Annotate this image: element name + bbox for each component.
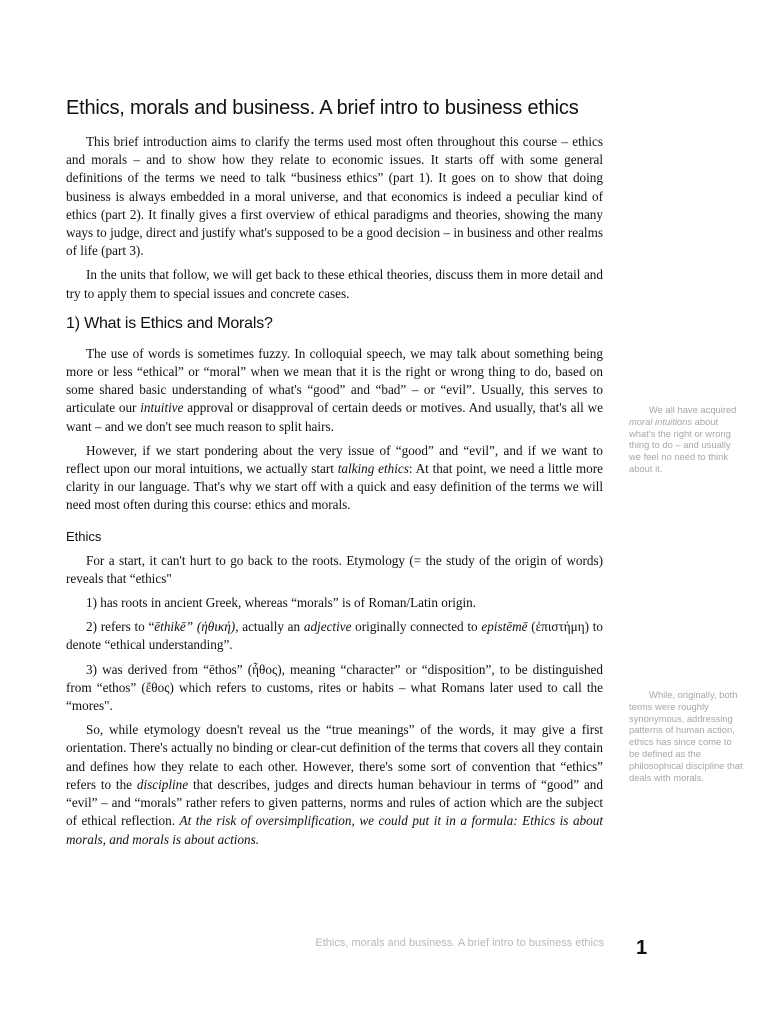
section-1-paragraph-2: However, if we start pondering about the very issue of “good” and “evil”, and if we want to reflect upon our moral intuitions, we actually start talking ethics: At that point, we need a little more clarity in our language. That's why we start off with a quick and easy definition of the terms we will need most often during this course: ethics and morals. <box>66 442 603 513</box>
ethics-paragraph-1: For a start, it can't hurt to go back to the roots. Etymology (= the study of the origin of words) reveals that “ethics" <box>66 552 603 586</box>
ethics-subheading: Ethics <box>66 528 102 544</box>
intro-paragraph-2: In the units that follow, we will get back to these ethical theories, discuss them in more detail and try to apply them to special issues and concrete cases. <box>66 267 603 301</box>
margin-note-moral-intuitions: We all have acquired moral intuitions about what's the right or wrong thing to do – and usually we feel no need to think about it. <box>629 404 737 474</box>
running-footer-title: Ethics, morals and business. A brief intro to business ethics <box>315 937 604 949</box>
etymology-item-1: 1) has roots in ancient Greek, whereas “morals” is of Roman/Latin origin. <box>86 595 477 611</box>
section-1-paragraph-1: The use of words is sometimes fuzzy. In colloquial speech, we may talk about something being more or less “ethical” or “moral” when we mean that it is the right or wrong thing to do, based on some shared basic understanding of what's “good” and “bad” – or “evil”. Usually, this serves to articulate our intuitive approval or disapproval of certain deeds or motives. And usually, that's all we want – and we don't see much reason to split hairs. <box>66 345 603 434</box>
margin-note-ethics-definition: While, originally, both terms were roughly synonymous, addressing patterns of human action, ethics has since come to be defined as the philosophical discipline that deals with morals. <box>629 689 743 783</box>
ethics-paragraph-2: So, while etymology doesn't reveal us the “true meanings” of the words, it may give a first orientation. There's actually no binding or clear-cut definition of the terms that covers all they contain and defines how they relate to each other. However, there's some sort of convention that “ethics” refers to the discipline that describes, judges and directs human behaviour in terms of “good” and “evil” – and “morals” rather refers to given patterns, norms and rules of action which are the subject of ethical reflection. At the risk of oversimplification, we could put it in a formula: Ethics is about morals, and morals is about actions. <box>66 722 604 847</box>
body-column <box>66 133 603 855</box>
etymology-item-2: 2) refers to “ēthikē” (ἠθική), actually an adjective originally connected to epistēmē (ἐπιστήμη) to denote “ethical understanding”. <box>66 619 604 653</box>
document-title: Ethics, morals and business. A brief intro to business ethics <box>66 97 579 119</box>
page-number: 1 <box>636 937 648 959</box>
etymology-item-3: 3) was derived from “ēthos” (ἦθος), meaning “character” or “disposition”, to be distinguished from “ethos” (ἔθος) which refers to customs, rites or habits – what Romans later used to call the “mores". <box>66 661 603 714</box>
section-1-heading: 1) What is Ethics and Morals? <box>66 314 273 332</box>
intro-paragraph-1: This brief introduction aims to clarify the terms used most often throughout this course – ethics and morals – and to show how they relate to economic issues. It starts off with some general definitions of the terms we need to talk “business ethics” (part 1). It goes on to show that doing business is always embedded in a moral universe, and that economics is indeed a peculiar kind of ethics (part 2). It finally gives a first overview of ethical paradigms and theories, showing the many ways to judge, direct and justify what's supposed to be a good decision – in business and other realms of life (part 3). <box>66 134 603 259</box>
